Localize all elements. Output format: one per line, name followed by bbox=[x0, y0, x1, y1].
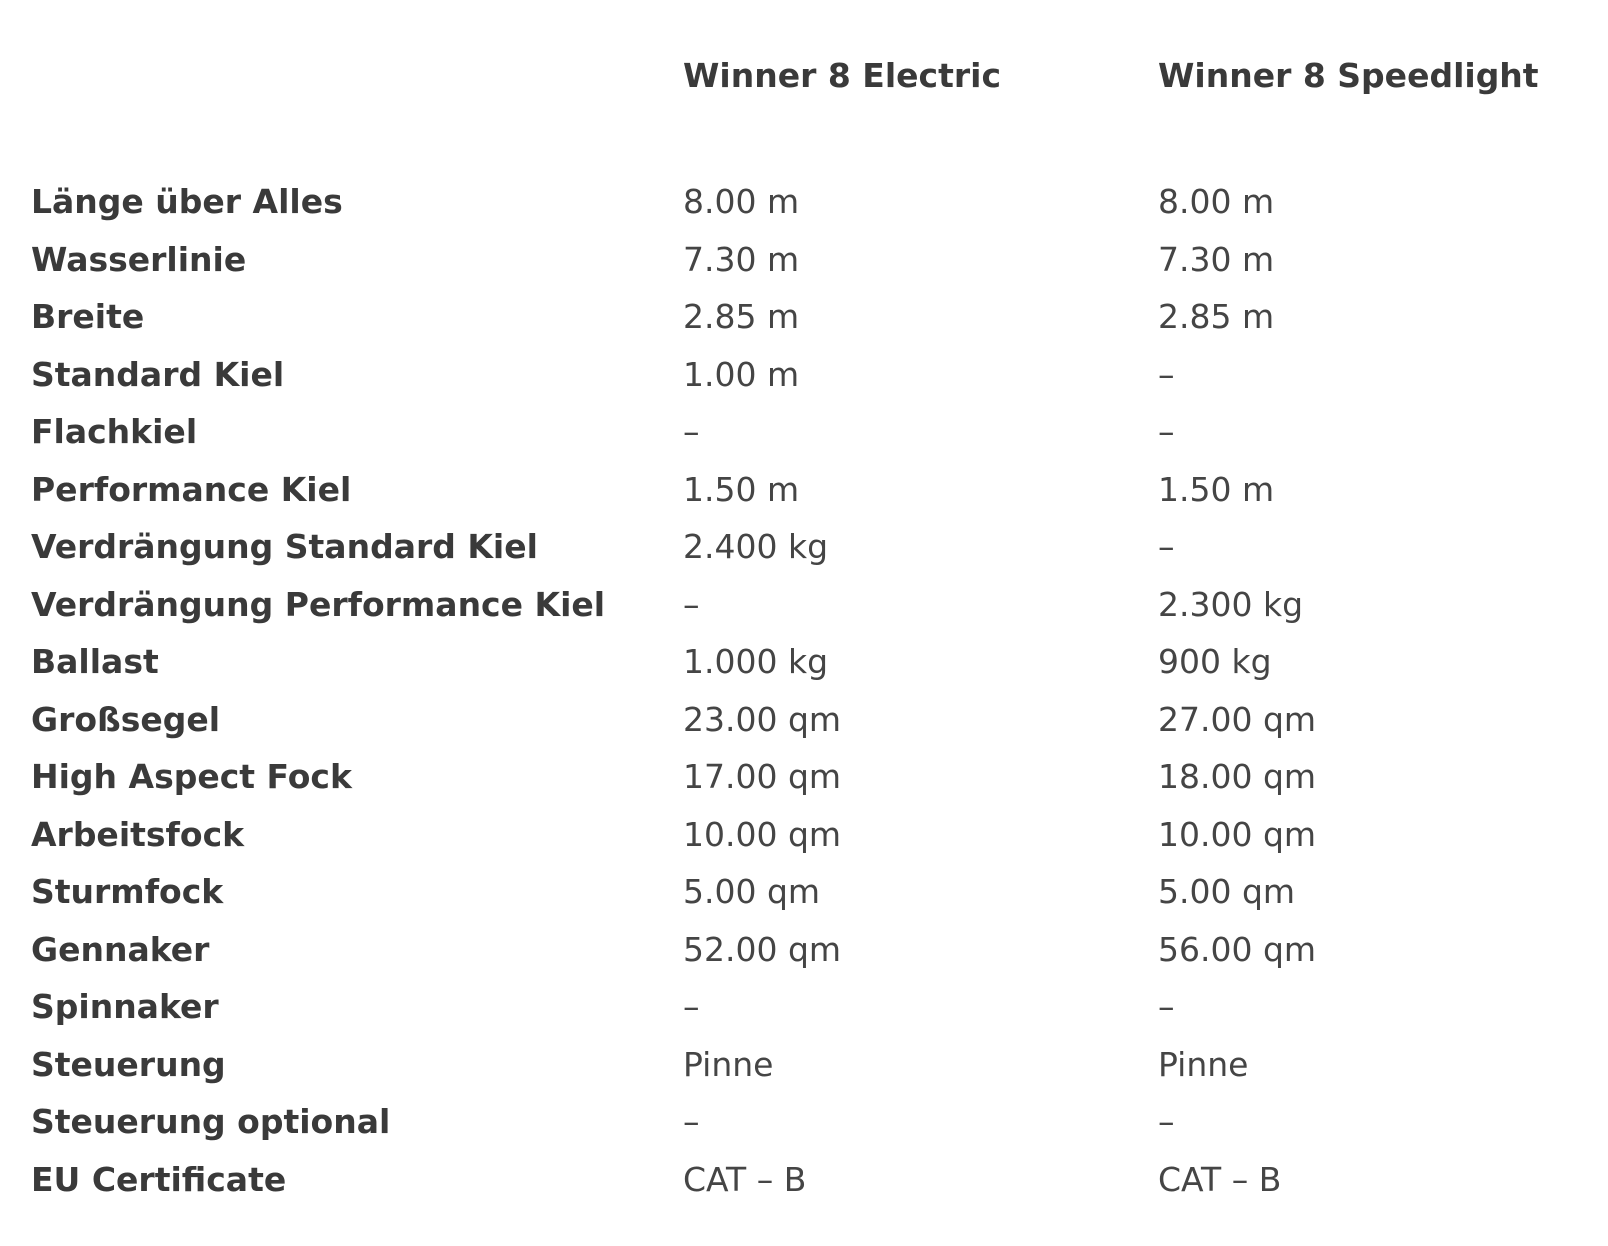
speedlight-value: 18.00 qm bbox=[1158, 757, 1317, 796]
electric-value: 23.00 qm bbox=[683, 699, 842, 739]
speedlight-value: CAT – B bbox=[1158, 1159, 1282, 1199]
electric-value: – bbox=[683, 412, 700, 451]
table-row bbox=[0, 926, 1608, 984]
table-header-row bbox=[0, 52, 1608, 100]
row-label: Verdrängung Performance Kiel bbox=[31, 584, 606, 624]
row-label: Arbeitsfock bbox=[31, 814, 245, 854]
speedlight-value: 1.50 m bbox=[1158, 469, 1275, 509]
table-row bbox=[0, 293, 1608, 351]
table-row bbox=[0, 466, 1608, 524]
row-label: Verdrängung Standard Kiel bbox=[31, 527, 538, 566]
speedlight-value: 10.00 qm bbox=[1158, 814, 1317, 854]
speedlight-value: 2.85 m bbox=[1158, 297, 1275, 336]
electric-value: 5.00 qm bbox=[683, 872, 821, 911]
table-row bbox=[0, 1041, 1608, 1099]
electric-value: 10.00 qm bbox=[683, 814, 842, 854]
table-row bbox=[0, 351, 1608, 409]
speedlight-value: – bbox=[1158, 527, 1175, 566]
row-label: Spinnaker bbox=[31, 987, 219, 1026]
table-row bbox=[0, 523, 1608, 581]
row-label: EU Certificate bbox=[31, 1159, 287, 1199]
row-label: Wasserlinie bbox=[31, 239, 247, 279]
row-label: Steuerung optional bbox=[31, 1102, 391, 1141]
table-row bbox=[0, 753, 1608, 811]
row-label: Flachkiel bbox=[31, 412, 198, 451]
electric-value: – bbox=[683, 1102, 700, 1141]
table-row bbox=[0, 408, 1608, 466]
row-label: High Aspect Fock bbox=[31, 757, 352, 796]
table-row bbox=[0, 638, 1608, 696]
speedlight-value: Pinne bbox=[1158, 1044, 1249, 1084]
row-label: Ballast bbox=[31, 642, 159, 681]
speedlight-value: 900 kg bbox=[1158, 642, 1272, 681]
table-row bbox=[0, 178, 1608, 236]
electric-value: 1.50 m bbox=[683, 469, 800, 509]
column-header-winner-8-speedlight: Winner 8 Speedlight bbox=[1158, 56, 1539, 95]
table-row bbox=[0, 868, 1608, 926]
speedlight-value: – bbox=[1158, 987, 1175, 1026]
table-row bbox=[0, 581, 1608, 639]
electric-value: 1.000 kg bbox=[683, 642, 829, 681]
row-label: Sturmfock bbox=[31, 872, 224, 911]
speedlight-value: 2.300 kg bbox=[1158, 584, 1304, 624]
table-row bbox=[0, 236, 1608, 294]
electric-value: – bbox=[683, 584, 700, 624]
electric-value: 2.85 m bbox=[683, 297, 800, 336]
speedlight-value: – bbox=[1158, 412, 1175, 451]
row-label: Großsegel bbox=[31, 699, 221, 739]
row-label: Länge über Alles bbox=[31, 182, 343, 221]
electric-value: – bbox=[683, 987, 700, 1026]
row-label: Gennaker bbox=[31, 929, 210, 969]
speedlight-value: 8.00 m bbox=[1158, 182, 1275, 221]
table-body bbox=[0, 178, 1608, 1213]
electric-value: 17.00 qm bbox=[683, 757, 842, 796]
electric-value: 52.00 qm bbox=[683, 929, 842, 969]
speedlight-value: 5.00 qm bbox=[1158, 872, 1296, 911]
table-row bbox=[0, 1098, 1608, 1156]
speedlight-value: – bbox=[1158, 354, 1175, 394]
electric-value: 7.30 m bbox=[683, 239, 800, 279]
speedlight-value: 56.00 qm bbox=[1158, 929, 1317, 969]
row-label: Breite bbox=[31, 297, 145, 336]
speedlight-value: – bbox=[1158, 1102, 1175, 1141]
table-row bbox=[0, 696, 1608, 754]
table-row bbox=[0, 811, 1608, 869]
table-row bbox=[0, 983, 1608, 1041]
row-label: Standard Kiel bbox=[31, 354, 285, 394]
electric-value: 1.00 m bbox=[683, 354, 800, 394]
speedlight-value: 27.00 qm bbox=[1158, 699, 1317, 739]
electric-value: 8.00 m bbox=[683, 182, 800, 221]
speedlight-value: 7.30 m bbox=[1158, 239, 1275, 279]
row-label: Performance Kiel bbox=[31, 469, 352, 509]
row-label: Steuerung bbox=[31, 1044, 226, 1084]
electric-value: CAT – B bbox=[683, 1159, 807, 1199]
electric-value: Pinne bbox=[683, 1044, 774, 1084]
column-header-winner-8-electric: Winner 8 Electric bbox=[683, 56, 1002, 95]
electric-value: 2.400 kg bbox=[683, 527, 829, 566]
table-row bbox=[0, 1156, 1608, 1214]
